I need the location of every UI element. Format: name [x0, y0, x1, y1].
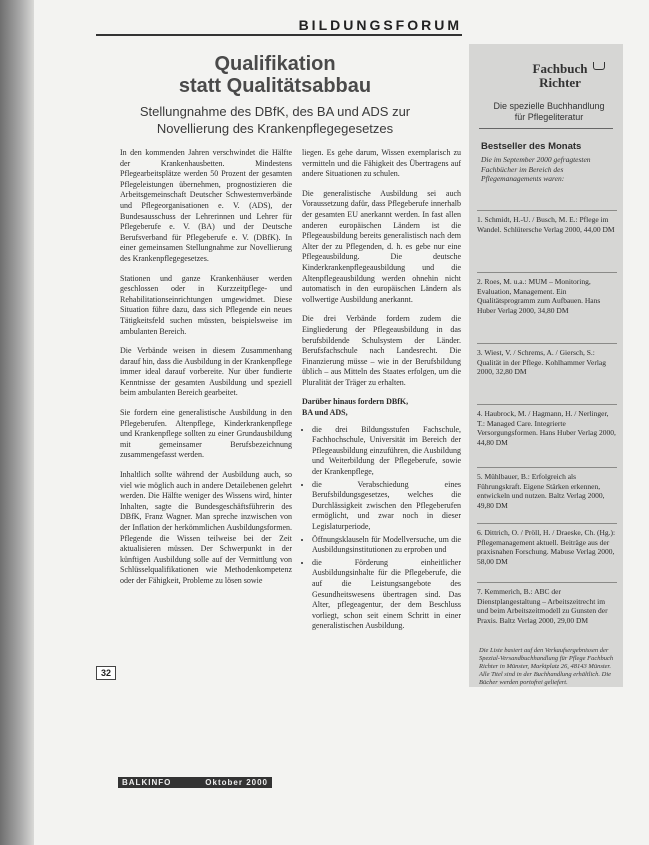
demand-item: • Öffnungsklauseln für Modellversuche, um die Ausbildungsinstitutionen zu erproben und — [312, 535, 461, 556]
article-column-middle — [302, 148, 461, 634]
paragraph: Inhaltlich sollte während der Ausbildung auch, so viel wie möglich auch in andere Detailebenen gelehrt werden. Die Hälfte weniger des Wissens wird, hinter Inhalten, sagte die Bundesgeschäftsführerin des DBfK, Franz Wagner. Man spreche inzwischen von der Inflation der herkömmlichen Ausbildungsformen. Pflegende die Wissen teilweise bei der Zeit aktualisieren müssen. Der Schwerpunkt in der künftigen Ausbildung solle auf der Vermittlung von Schlüsselqualifikationen wie Methodenkompetenz oder der Fähigkeit, Probleme zu lösen sowie — [120, 470, 292, 585]
bestseller-item: 2. Roes, M. u.a.: MUM – Monitoring, Evaluation, Management. Ein Qualitätsprogramm zum Aufbauen. Hans Huber Verlag 2000, 34,80 DM — [477, 272, 617, 315]
bestseller-heading: Bestseller des Monats — [481, 141, 582, 152]
logo-line1: Fachbuch — [532, 61, 588, 76]
divider — [479, 128, 613, 129]
demands-heading — [302, 397, 461, 418]
section-header — [96, 18, 462, 36]
paragraph: Die Verbände weisen in diesem Zusammenhang darauf hin, dass die Ausbildung in der Krankenpflege immer ideal darauf vorbereite. Nur über fundierte Kenntnisse der gesamten Ausbildung und speziell beim ambulanten Bereich gearbeitet. — [120, 346, 292, 398]
bestseller-item: 4. Haubrock, M. / Hagmann, H. / Nerlinger, T.: Managed Care. Integrierte Versorgungsformen. Hans Huber Verlag 2000, 44,80 DM — [477, 404, 617, 447]
bestseller-intro: Die im September 2000 gefragtesten Fachbücher im Bereich des Pflegemanagements waren: — [481, 155, 591, 183]
article-subtitle-line1: Stellungnahme des DBfK, des BA und ADS zur — [139, 104, 411, 119]
demands-heading-line2: BA und ADS, — [302, 408, 348, 418]
demand-item: • die Förderung einheitlicher Ausbildungsinhalte für die Pflegeberufe, die auf die Leistungsangebote des Gesundheitswesens übertragen sind. Das Alter, pflegeagentur, der dem Beschluss vorliegt, schon seit einem Schritt in einer generalistischen Ausbildung. — [312, 558, 461, 632]
tagline-line2: für Pflegeliteratur — [514, 112, 584, 122]
bestseller-item: 5. Mühlbauer, B.: Erfolgreich als Führungskraft. Eigene Stärken erkennen, entwickeln und nutzen. Baltz Verlag 2000, 49,80 DM — [477, 467, 617, 510]
sidebar-bestseller-box — [469, 44, 623, 687]
page-binding-edge — [0, 0, 34, 845]
paragraph: Die generalistische Ausbildung sei auch Voraussetzung dafür, dass Pflegeberufe innerhalb der gesamten EU anerkannt werden. In fast allen anderen europäischen Ländern ist die Pflegeausbildung bereits generalistisch nach dem Alter der zu Pflegenden, d. h. es gebe nur eine Pflegeausbildung. Die deutsche Kinderkrankenpflegeausbildung und die Altenpflegeausbildung werden ohnehin nicht automatisch in den europäischen Ländern als vollwertige Ausbildung anerkannt. — [302, 188, 461, 304]
article-subtitle-line2: Novellierung des Krankenpflegegesetzes — [156, 121, 394, 136]
bookstore-tagline — [479, 101, 619, 123]
bestseller-item: 7. Kemmerich, B.: ABC der Dienstplangestaltung – Arbeitszeitrecht im und beim Arbeitszeitmodell zu Gunsten der Praxis. Baltz Verlag 2000, 29,00 DM — [477, 582, 617, 625]
paragraph: Die drei Verbände fordern zudem die Eingliederung der Pflegeausbildung in das berufsbildende Schulsystem der Länder. Berufsfachschule nach Landesrecht. Die Finanzierung müsse – wie in der Berufsbildung üblich – aus Mitteln des Staates erfolgen, um die Pluralität der Träger zu erhalten. — [302, 314, 461, 387]
article-title-line1: Qualifikation — [214, 53, 336, 75]
bestseller-item: 1. Schmidt, H.-U. / Busch, M. E.: Pflege im Wandel. Schlütersche Verlag 2000, 44,00 DM — [477, 210, 617, 234]
open-book-icon — [593, 62, 605, 70]
tagline-line1: Die spezielle Buchhandlung — [493, 101, 605, 111]
paragraph: Stationen und ganze Krankenhäuser werden geschlossen oder in Kurzzeitpflege- und Rehabilitationseinrichtungen umgewidmet. Diese Situation führe dazu, dass sich Pflegende ein neues Tätigkeitsfeld suchen müssten, beispielsweise im ambulanten Bereich. — [120, 273, 292, 336]
article-subtitle — [110, 103, 440, 137]
paragraph: liegen. Es gehe darum, Wissen exemplarisch zu vermitteln und die Fähigkeit des Übertragens auf andere Situationen zu schulen. — [302, 148, 461, 179]
bestseller-item: 3. Wiest, V. / Schrems, A. / Giersch, S.: Qualität in der Pflege. Kohlhammer Verlag 2000, 32,80 DM — [477, 343, 617, 377]
paragraph: Sie fordern eine generalistische Ausbildung in den Pflegeberufen. Altenpflege, Kinderkrankenpflege und Krankenpflege sollten zu einer Grundausbildung mit gemeinsamer Berufsbezeichnung zusammengefasst werden. — [120, 408, 292, 460]
section-title: BILDUNGSFORUM — [298, 17, 462, 33]
bestseller-item: 6. Dittrich, O. / Pröll, H. / Draeske, Ch. (Hg.): Pflegemanagement aktuell. Beiträge aus der praxisnahen Forschung. Mabuse Verlag 2000, 58,00 DM — [477, 523, 617, 566]
footer-date: Oktober 2000 — [205, 778, 268, 787]
paragraph: In den kommenden Jahren verschwindet die Hälfte der Krankenhausbetten. Mindestens Pflegearbeitsplätze werden 50 Prozent der gesamten Pflegeleistungen übernehmen, prognostizieren die Arbeitsgemeinschaft Deutscher Schwesternverbände und Pflegeorganisationen e. V. (ADS), der Bundesausschuss der Lehrerinnen und Lehrer für Pflegeberufe e. V. (BA) und der Deutsche Berufsverband für Pflegeberufe e. V. (DBfK). In einer gemeinsamen Stellungnahme zur Novellierung des Krankenpflegegesetzes. — [120, 148, 292, 263]
page-footer — [118, 777, 272, 788]
article-column-left — [120, 148, 292, 596]
demand-item: • die drei Bildungsstufen Fachschule, Fachhochschule, Universität im Bereich der Pflegeausbildung einzuführen, die Ausbildung und Weiterbildung der Pflegeberufe, sowie der Krankenpflege, — [312, 425, 461, 478]
demand-item: • die Verabschiedung eines Berufsbildungsgesetzes, welches die Durchlässigkeit zwischen den Pflegeberufen ermöglicht, und zwar noch in dieser Legislaturperiode, — [312, 480, 461, 533]
bookstore-logo — [515, 62, 605, 90]
article-title-line2: statt Qualitätsabbau — [178, 75, 372, 97]
demands-heading-line1: Darüber hinaus fordern DBfK, — [302, 397, 409, 407]
article-title — [150, 53, 400, 97]
page-number: 32 — [96, 666, 116, 680]
footer-publication: BALKINFO — [122, 778, 172, 787]
demands-list — [302, 425, 461, 632]
logo-line2: Richter — [539, 75, 581, 90]
bestseller-footnote: Die Liste basiert auf den Verkaufsergebnissen der Spezial-Versandbuchhandlung für Pflege Fachbuch Richter in Münster, Marktplatz 26, 48143 Münster. Alle Titel sind in der Buchhandlung erhältlich. Die Bücher werden portofrei geliefert. — [479, 647, 614, 686]
